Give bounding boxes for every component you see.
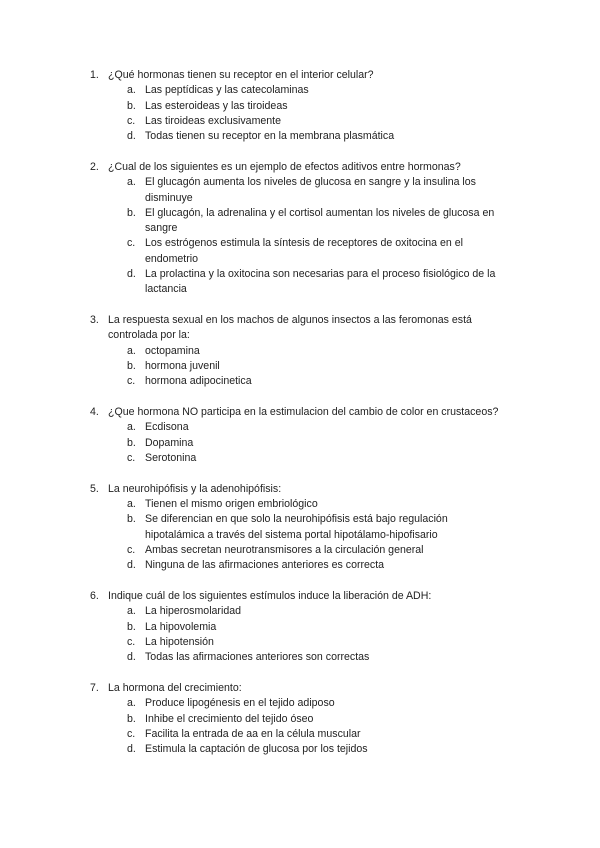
question-row <box>0 681 600 696</box>
option-letter: a. <box>127 176 136 189</box>
option-text: Estimula la captación de glucosa por los tejidos <box>145 743 368 756</box>
question-text: ¿Qué hormonas tienen su receptor en el interior celular? <box>108 69 374 81</box>
option-text: Inhibe el crecimiento del tejido óseo <box>145 712 314 725</box>
option-text: Dopamina <box>145 436 194 449</box>
option-text: hormona juvenil <box>145 360 220 373</box>
option-text: hormona adipocinetica <box>145 375 252 388</box>
option-text: Los estrógenos estimula la síntesis de receptores de oxitocina en el endometrio <box>145 237 463 265</box>
question-text: La respuesta sexual en los machos de algunos insectos a las feromonas está controlada por la: <box>108 314 472 342</box>
option-letter: b. <box>127 360 136 373</box>
question-text: La neurohipófisis y la adenohipófisis: <box>108 482 282 495</box>
question-number: 4. <box>90 406 99 419</box>
option-text: Ninguna de las afirmaciones anteriores es correcta <box>145 559 385 572</box>
option-letter: d. <box>127 743 136 756</box>
question-number: 2. <box>90 160 99 173</box>
option-letter: a. <box>127 498 136 511</box>
answer-option <box>0 558 600 573</box>
option-text: La hipovolemia <box>145 620 217 633</box>
answer-option <box>0 620 600 635</box>
option-text: La hiperosmolaridad <box>145 605 241 618</box>
option-text: Se diferencian en que solo la neurohipófisis está bajo regulación hipotalámica a través del sistema portal hipotálamo-hipofisario <box>145 513 448 541</box>
question-5 <box>0 482 600 574</box>
question-2 <box>0 160 600 298</box>
answer-option <box>0 344 600 359</box>
question-number: 7. <box>90 682 99 695</box>
answer-option <box>0 236 600 267</box>
answer-option <box>0 635 600 650</box>
question-7 <box>0 681 600 757</box>
option-letter: c. <box>127 452 136 465</box>
option-letter: d. <box>127 651 136 664</box>
answer-option <box>0 114 600 129</box>
answer-option <box>0 267 600 298</box>
option-text: La hipotensión <box>145 636 214 648</box>
question-number: 5. <box>90 482 99 495</box>
option-text: Todas tienen su receptor en la membrana plasmática <box>145 130 395 143</box>
option-letter: a. <box>127 84 136 97</box>
answer-option <box>0 359 600 374</box>
question-text: ¿Que hormona NO participa en la estimulacion del cambio de color en crustaceos? <box>108 406 499 419</box>
option-letter: d. <box>127 559 136 572</box>
question-row <box>0 405 600 420</box>
option-letter: a. <box>127 697 136 710</box>
answer-option <box>0 99 600 114</box>
option-letter: b. <box>127 620 136 633</box>
option-text: octopamina <box>145 344 200 357</box>
answer-option <box>0 604 600 619</box>
option-text: La prolactina y la oxitocina son necesarias para el proceso fisiológico de la lactancia <box>145 268 496 296</box>
option-letter: d. <box>127 268 136 281</box>
option-text: El glucagón, la adrenalina y el cortisol aumentan los niveles de glucosa en sangre <box>145 206 495 235</box>
answer-option <box>0 175 600 206</box>
answer-option <box>0 420 600 435</box>
answer-option <box>0 83 600 98</box>
option-letter: b. <box>127 206 136 219</box>
question-number: 1. <box>90 69 99 81</box>
option-letter: c. <box>127 375 136 388</box>
answer-option <box>0 650 600 665</box>
option-text: Las peptídicas y las catecolaminas <box>145 84 309 97</box>
option-text: Todas las afirmaciones anteriores son correctas <box>145 651 370 664</box>
answer-option <box>0 451 600 466</box>
option-letter: b. <box>127 712 136 725</box>
question-row <box>0 160 600 175</box>
answer-option <box>0 727 600 742</box>
option-letter: b. <box>127 99 136 112</box>
answer-option <box>0 742 600 757</box>
question-row <box>0 313 600 344</box>
question-6 <box>0 589 600 665</box>
option-text: Tienen el mismo origen embriológico <box>145 498 318 511</box>
answer-option <box>0 436 600 451</box>
option-text: Ambas secretan neurotransmisores a la circulación general <box>145 544 424 557</box>
option-letter: a. <box>127 344 136 357</box>
question-text: ¿Cual de los siguientes es un ejemplo de efectos aditivos entre hormonas? <box>108 160 461 173</box>
question-3 <box>0 313 600 389</box>
option-text: Las esteroideas y las tiroideas <box>145 99 288 112</box>
option-text: El glucagón aumenta los niveles de glucosa en sangre y la insulina los disminuye <box>145 176 476 204</box>
option-text: Facilita la entrada de aa en la célula muscular <box>145 727 361 740</box>
option-text: Las tiroideas exclusivamente <box>145 114 282 127</box>
question-number: 6. <box>90 590 99 603</box>
question-row <box>0 589 600 604</box>
question-number: 3. <box>90 314 99 327</box>
answer-option <box>0 512 600 543</box>
question-text: La hormona del crecimiento: <box>108 682 242 695</box>
option-text: Produce lipogénesis en el tejido adiposo <box>145 697 335 710</box>
question-text: Indique cuál de los siguientes estímulos induce la liberación de ADH: <box>108 590 432 603</box>
question-row <box>0 68 600 83</box>
answer-option <box>0 206 600 237</box>
option-letter: a. <box>127 605 136 618</box>
option-letter: c. <box>127 114 136 127</box>
option-letter: b. <box>127 513 136 526</box>
option-text: Serotonina <box>145 452 197 465</box>
question-row <box>0 482 600 497</box>
question-list <box>0 68 600 773</box>
answer-option <box>0 129 600 144</box>
question-4 <box>0 405 600 466</box>
option-text: Ecdisona <box>145 421 189 434</box>
option-letter: a. <box>127 421 136 434</box>
option-letter: c. <box>127 636 136 648</box>
answer-option <box>0 374 600 389</box>
answer-option <box>0 696 600 711</box>
question-1 <box>0 68 600 144</box>
answer-option <box>0 543 600 558</box>
option-letter: c. <box>127 544 136 557</box>
answer-option <box>0 497 600 512</box>
option-letter: d. <box>127 130 136 143</box>
answer-option <box>0 712 600 727</box>
option-letter: c. <box>127 727 136 740</box>
option-letter: b. <box>127 436 136 449</box>
option-letter: c. <box>127 237 136 250</box>
